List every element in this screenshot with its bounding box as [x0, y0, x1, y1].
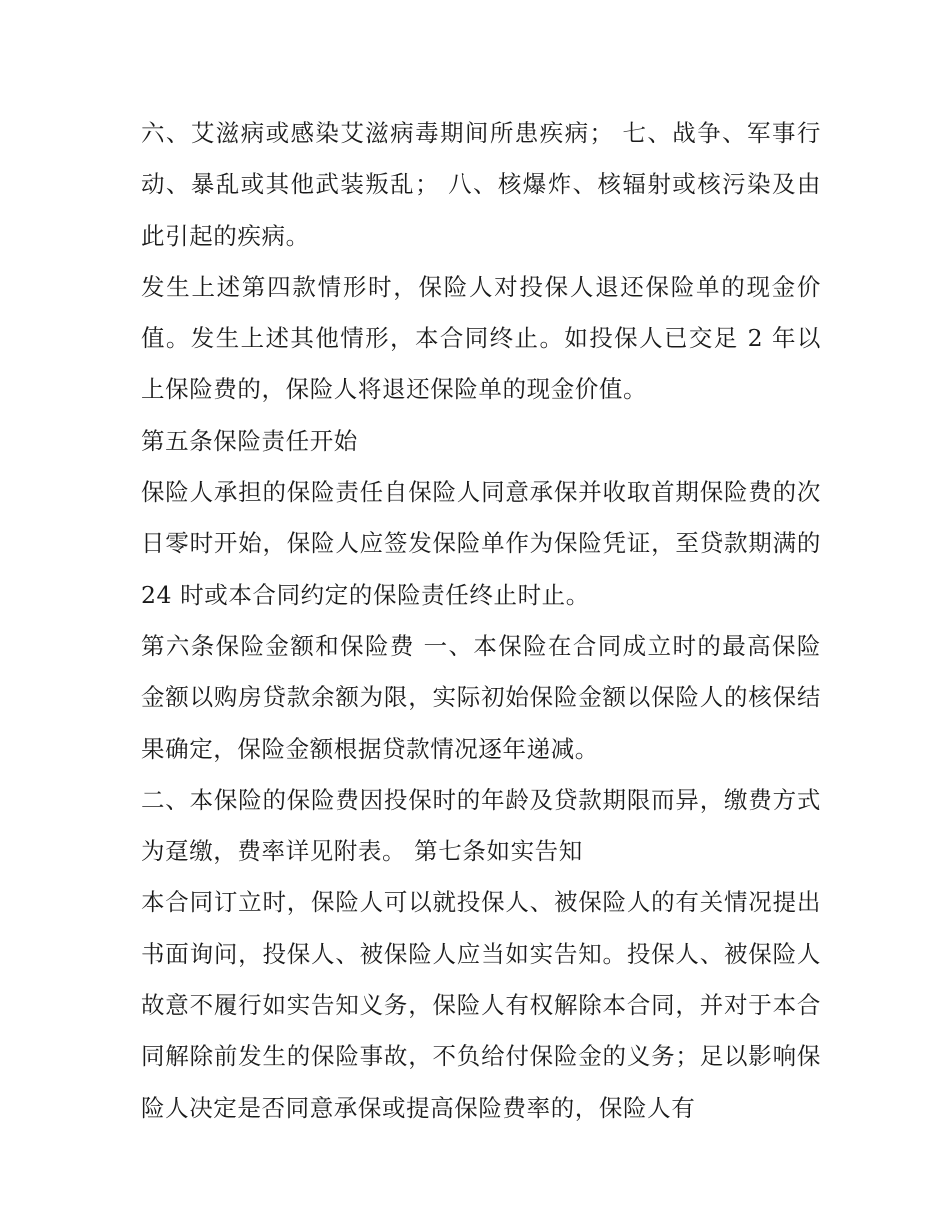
paragraph-exclusions: 六、艾滋病或感染艾滋病毒期间所患疾病； 七、战争、军事行动、暴乱或其他武装叛乱； 八、核爆炸、核辐射或核污染及由此引起的疾病。: [141, 119, 821, 250]
document-body: [141, 108, 821, 1134]
paragraph-premium: 二、本保险的保险费因投保时的年龄及贷款期限而异，缴费方式为趸缴，费率详见附表。 第七条如实告知: [141, 785, 821, 866]
paragraph-cash-value: 发生上述第四款情形时，保险人对投保人退还保险单的现金价值。发生上述其他情形，本合同终止。如投保人已交足 2 年以上保险费的，保险人将退还保险单的现金价值。: [141, 272, 821, 404]
paragraph-disclosure: 本合同订立时，保险人可以就投保人、被保险人的有关情况提出书面询问，投保人、被保险人应当如实告知。投保人、被保险人故意不履行如实告知义务，保险人有权解除本合同，并对于本合同解除前发生的保险事故，不负给付保险金的义务；足以影响保险人决定是否同意承保或提高保险费率的，保险人有: [141, 888, 821, 1122]
paragraph-article-6-amount: 第六条保险金额和保险费 一、本保险在合同成立时的最高保险金额以购房贷款余额为限，实际初始保险金额以保险人的核保结果确定，保险金额根据贷款情况逐年递减。: [141, 631, 821, 763]
heading-article-5: 第五条保险责任开始: [141, 426, 358, 455]
paragraph-coverage-start: 保险人承担的保险责任自保险人同意承保并收取首期保险费的次日零时开始，保险人应签发保险单作为保险凭证，至贷款期满的 24 时或本合同约定的保险责任终止时止。: [141, 478, 821, 609]
